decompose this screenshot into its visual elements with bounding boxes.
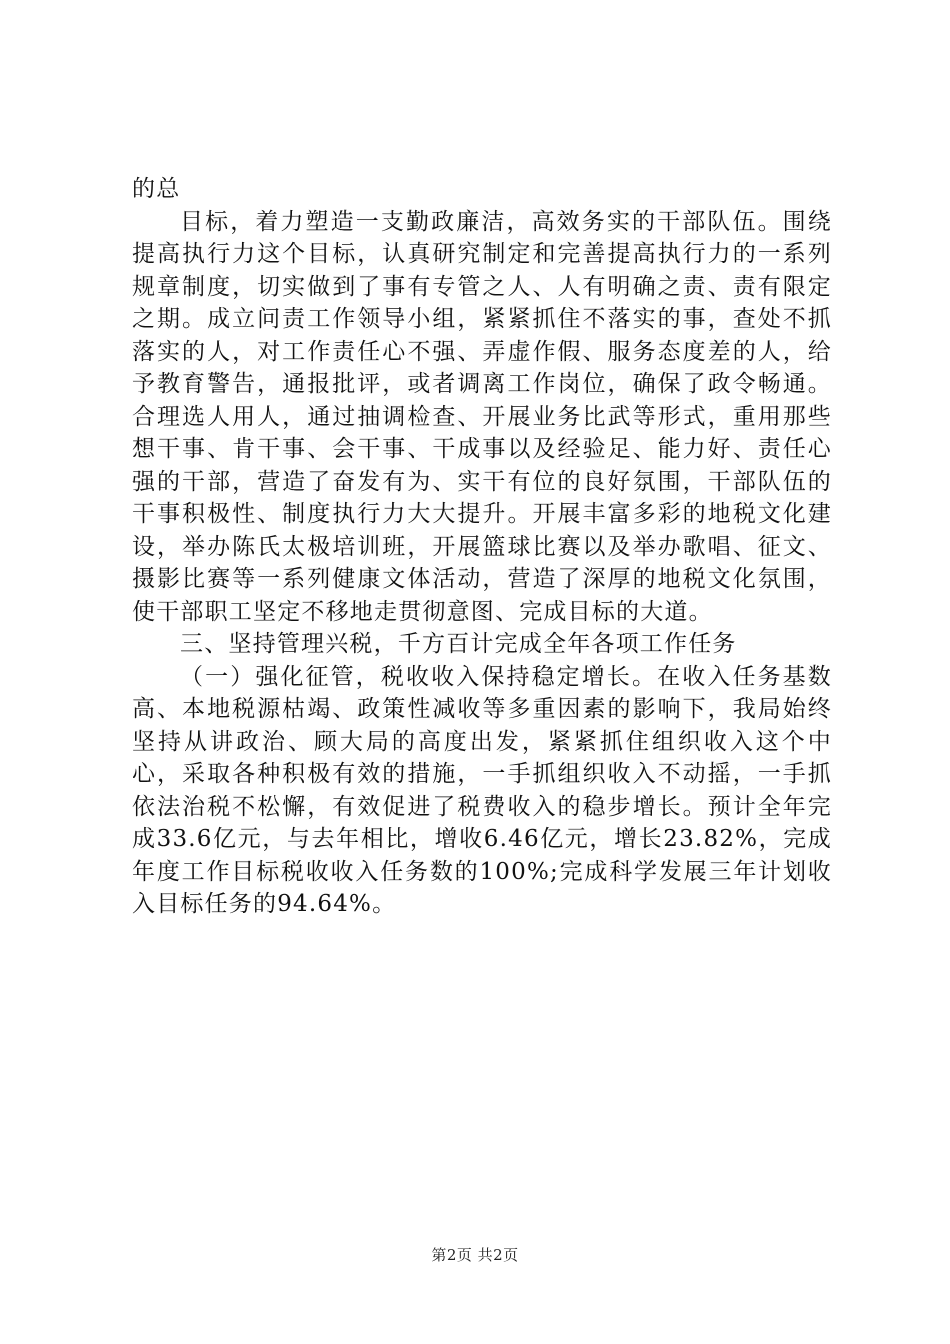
paragraph-tax-collection: （一）强化征管，税收收入保持稳定增长。在收入任务基数高、本地税源枯竭、政策性减收等多重因素的影响下，我局始终坚持从讲政治、顾大局的高度出发，紧紧抓住组织收入这个中心，采取各种积极有效的措施，一手抓组织收入不动摇，一手抓依法治税不松懈，有效促进了税费收入的稳步增长。预计全年完成33.6亿元，与去年相比，增收6.46亿元，增长23.82%，完成年度工作目标税收收入任务数的100%;完成科学发展三年计划收入目标任务的94.64%。 [132,663,832,917]
section-heading-three: 三、坚持管理兴税，千方百计完成全年各项工作任务 [180,631,737,657]
page-footer: 第2页 共2页 [431,1246,519,1264]
paragraph-fragment: 的总 [132,176,181,202]
paragraph-cadre-team: 目标，着力塑造一支勤政廉洁，高效务实的干部队伍。围绕提高执行力这个目标，认真研究制定和完善提高执行力的一系列规章制度，切实做到了事有专管之人、人有明确之责、责有限定之期。成立问责工作领导小组，紧紧抓住不落实的事，查处不抓落实的人，对工作责任心不强、弄虚作假、服务态度差的人，给予教育警告，通报批评，或者调离工作岗位，确保了政令畅通。合理选人用人，通过抽调检查、开展业务比武等形式，重用那些想干事、肯干事、会干事、干成事以及经验足、能力好、责任心强的干部，营造了奋发有为、实干有位的良好氛围，干部队伍的干事积极性、制度执行力大大提升。开展丰富多彩的地税文化建设，举办陈氏太极培训班，开展篮球比赛以及举办歌唱、征文、摄影比赛等一系列健康文体活动，营造了深厚的地税文化氛围，使干部职工坚定不移地走贯彻意图、完成目标的大道。 [132,208,832,625]
document-body [132,173,832,921]
